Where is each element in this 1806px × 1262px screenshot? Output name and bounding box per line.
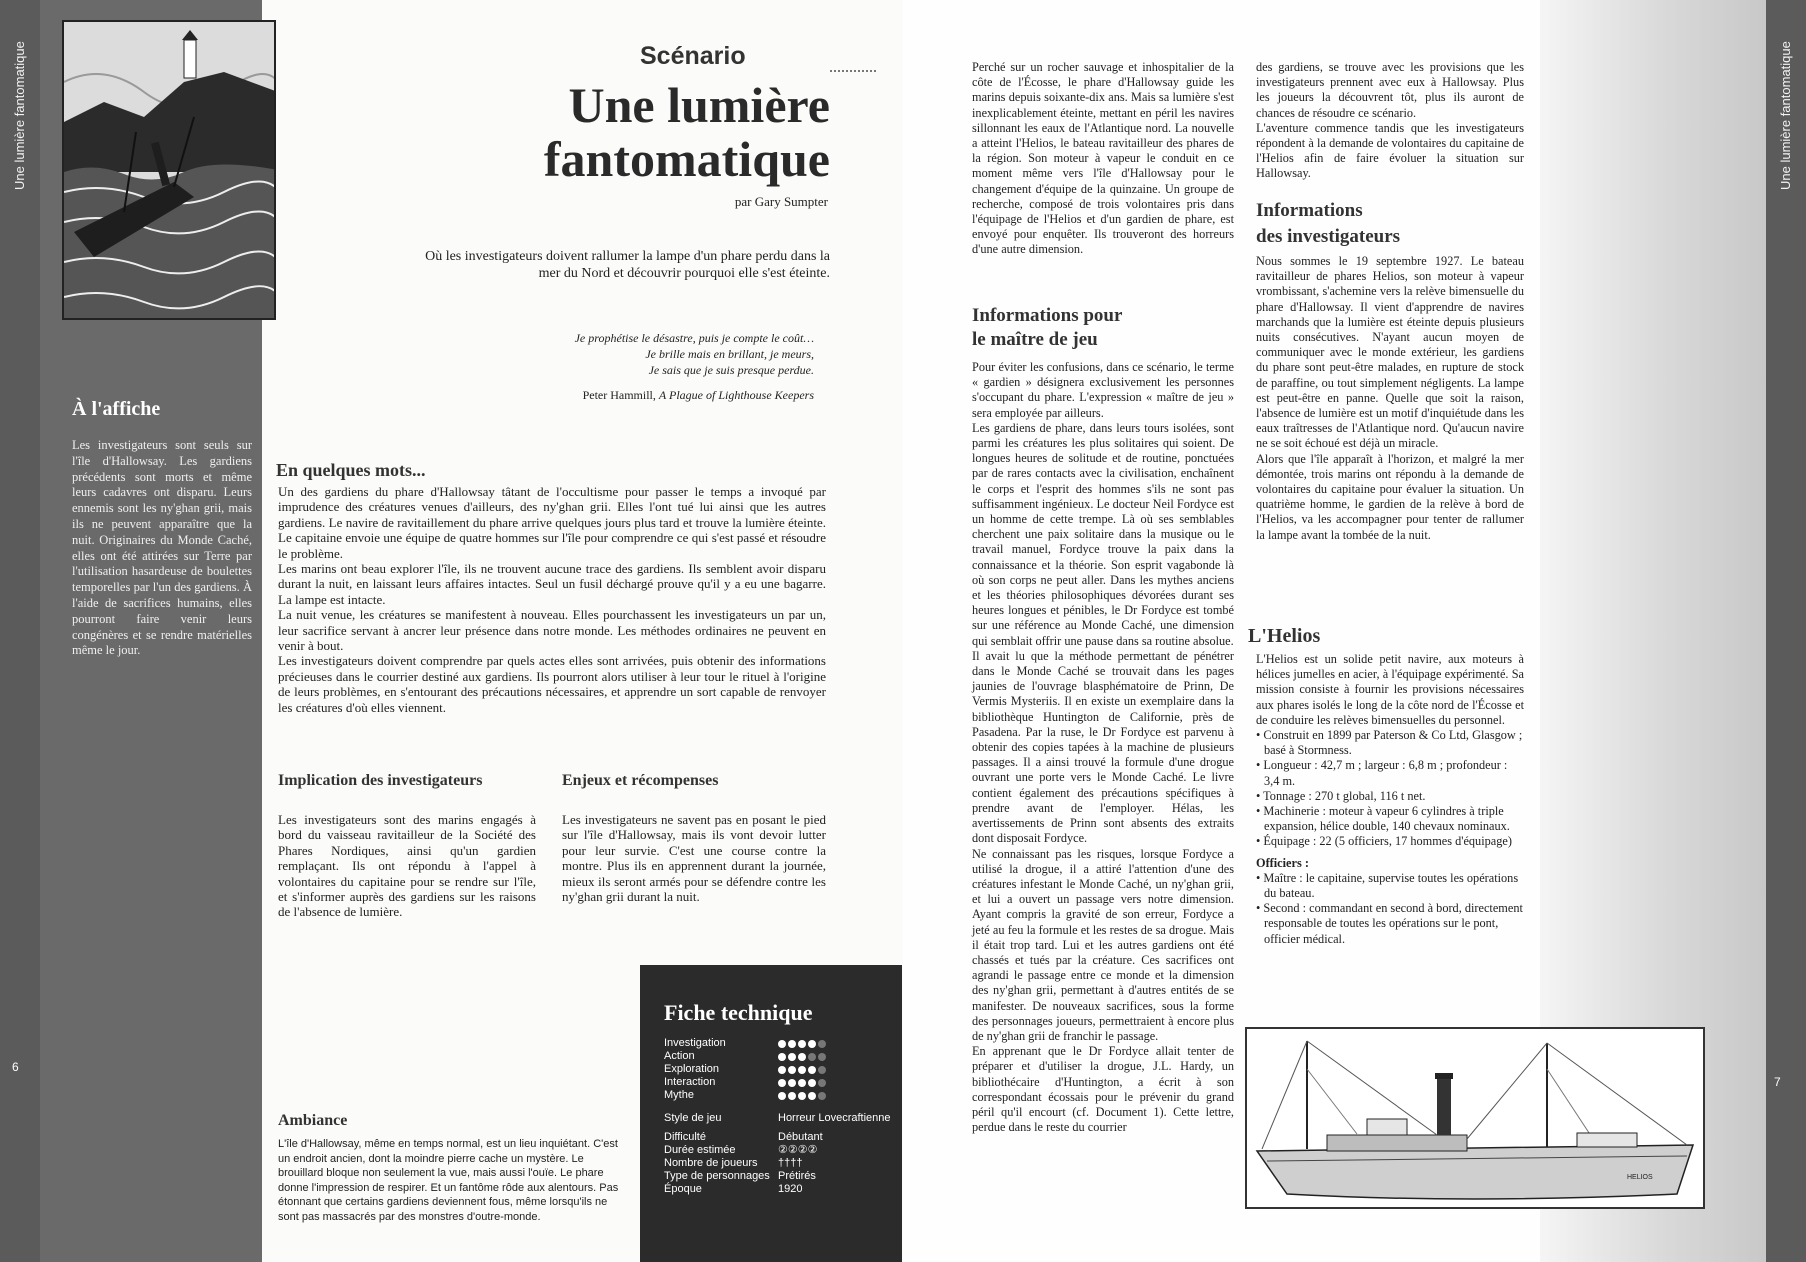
paragraph: La nuit venue, les créatures se manifestent à nouveau. Elles pourchassent les investigateurs un par un, leur sacrifice servant à ancrer leur présence dans notre monde. Les méthodes ordinaires ne peuvent en venir à bout. <box>278 607 826 654</box>
scenario-label <box>640 42 876 71</box>
section-title-implication: Implication des investigateurs <box>278 772 483 789</box>
right-column-1-body <box>972 360 1234 1135</box>
rating-dot-icon <box>798 1079 806 1087</box>
paragraph: Alors que l'île apparaît à l'horizon, et malgré la mer démontée, trois marins ont répondu à la demande de volontaires du capitaine pour évaluer la situation. Un quatrième homme, le gardien de la relève à bord de l'Helios, va les accompagner pour tenter de rallumer la lampe avant la tombée de la nuit. <box>1256 451 1524 542</box>
rating-dot-icon <box>788 1079 796 1087</box>
paragraph: L'Helios est un solide petit navire, aux moteurs à hélices jumelles en acier, à l'équipage expérimenté. Sa mission consiste à fournir les provisions nécessaires aux phares isolés le long de la côte nord de l'Écosse et de conduire les relèves bimensuelles du personnel. <box>1256 652 1524 727</box>
fiche-rating-row <box>664 1050 896 1063</box>
rating-dot-icon <box>808 1092 816 1100</box>
fiche-rating-row <box>664 1063 896 1076</box>
rating-dot-icon <box>798 1092 806 1100</box>
fiche-ratings <box>664 1037 896 1102</box>
fiche-row-players <box>664 1157 896 1170</box>
rating-dot-icon <box>778 1079 786 1087</box>
en-quelques-mots-text <box>278 484 826 715</box>
section-title-en-quelques-mots: En quelques mots... <box>276 460 426 480</box>
paragraph: Les marins ont beau explorer l'île, ils ne trouvent aucune trace des gardiens. Ils semblent avoir disparu durant la nuit, en laissant leurs affaires intactes. Seul un fusil déchargé prouve qu'il y a eu une bagarre. La lampe est intacte. <box>278 561 826 607</box>
fiche-value: †††† <box>778 1157 803 1169</box>
rating-dot-icon <box>788 1066 796 1074</box>
rating-dot-icon <box>788 1092 796 1100</box>
spec-item: • Équipage : 22 (5 officiers, 17 hommes d'équipage) <box>1256 834 1512 849</box>
officers-list <box>1256 871 1524 947</box>
section-title-enjeux: Enjeux et récompenses <box>562 772 719 789</box>
officer-item: • Maître : le capitaine, supervise toutes les opérations du bateau. <box>1256 870 1519 901</box>
rating-dot-icon <box>798 1040 806 1048</box>
fiche-rating-row <box>664 1089 896 1102</box>
right-column-2-top <box>1256 60 1524 182</box>
page-title <box>490 78 830 186</box>
fiche-rating-label: Exploration <box>664 1063 720 1075</box>
rating-dot-icon <box>808 1066 816 1074</box>
fiche-table <box>664 1037 896 1196</box>
epigraph-line-3: Je sais que je suis presque perdue. <box>648 363 814 377</box>
fiche-title: Fiche technique <box>664 1000 813 1025</box>
section-title-ambiance: Ambiance <box>278 1112 348 1129</box>
fiche-rating-label: Interaction <box>664 1076 716 1088</box>
fiche-rating-dots <box>778 1037 896 1050</box>
paragraph: des gardiens, se trouve avec les provisions que les investigateurs prennent avec eux à Hallowsay. Plus les joueurs la découvrent tôt, plus ils auront de chances de résoudre ce scénario. <box>1256 60 1524 120</box>
fiche-value: ②②②② <box>778 1144 818 1156</box>
right-side-strip <box>1766 0 1806 1262</box>
epigraph <box>500 330 814 378</box>
epigraph-line-1: Je prophétise le désastre, puis je compte le coût… <box>574 331 814 345</box>
rating-dot-icon <box>788 1040 796 1048</box>
title-line: Informations <box>1256 200 1363 221</box>
right-column-1-top: Perché sur un rocher sauvage et inhospitalier de la côte de l'Écosse, le phare d'Hallowsay guide les marins depuis soixante-dix ans. Mais sa lumière s'est inexplicablement éteinte, mettant en péril les navires sillonnant les eaux de l'Atlantique nord. La nouvelle a atteint l'Helios, le bateau ravitailleur des phares de la région. Son moteur à vapeur le conduit en ce moment même vers l'île d'Hallowsay pour le changement d'équipe de la quinzaine. Un groupe de recherche, composé de trois volontaires pris dans l'équipage de l'Helios et d'un gardien de phare, est envoyé pour enquêter. Ils trouveront des horreurs d'une autre dimension. <box>972 60 1234 257</box>
title-line-1: Une lumière <box>568 77 830 133</box>
title-line-2: fantomatique <box>543 131 830 187</box>
rating-dot-icon <box>808 1079 816 1087</box>
rating-dot-icon <box>788 1053 796 1061</box>
rating-dot-icon <box>798 1066 806 1074</box>
rating-dot-icon <box>778 1040 786 1048</box>
rating-dot-icon <box>818 1053 826 1061</box>
fiche-label: Durée estimée <box>664 1144 736 1156</box>
fiche-label: Nombre de joueurs <box>664 1157 758 1169</box>
fiche-label: Difficulté <box>664 1131 706 1143</box>
epigraph-source-title: A Plague of Lighthouse Keepers <box>658 388 814 402</box>
epigraph-source-author: Peter Hammill, <box>582 388 656 402</box>
epigraph-source <box>470 388 814 403</box>
paragraph: Un des gardiens du phare d'Hallowsay tâtant de l'occultisme pour passer le temps a invoqué par imprudence des créatures venues d'ailleurs, des ny'ghan grii. Elles l'ont tué lui ainsi que les autres gardiens. Le navire de ravitaillement du phare arrive quelques jours plus tard et trouve la lumière éteinte. Le capitaine envoie une équipe de quatre hommes sur l'île pour comprendre ce qui s'est passé et résoudre le problème. <box>278 484 826 561</box>
rating-dot-icon <box>818 1092 826 1100</box>
intro-text: Où les investigateurs doivent rallumer la lampe d'un phare perdu dans la mer du Nord et découvrir pourquoi elle s'est éteinte. <box>425 249 830 281</box>
fiche-row-duration <box>664 1144 896 1157</box>
paragraph: Il avait lu que la méthode permettant de pénétrer dans le Monde Caché se trouvait dans les pages jaunies de l'ouvrage blasphématoire de Prinn, De Vermis Mysteriis. Il en existe un exemplaire dans la bibliothèque Huntington de Californie, près de Pasadena. Par la ruse, le Dr Fordyce est parvenu à obtenir des copies tapées à la machine de plusieurs passages. Il a ainsi trouvé la formule d'une drogue ouvrant une porte vers le Monde Caché. Le livre contient également des précautions spécifiques à prendre avant de l'employer. Hélas, les avertissements de Prinn sont absents des extraits dont disposait Fordyce. <box>972 648 1234 846</box>
fiche-rating-dots <box>778 1050 896 1063</box>
rating-dot-icon <box>818 1079 826 1087</box>
fiche-row-difficulty <box>664 1131 896 1144</box>
fiche-row-style <box>664 1112 896 1125</box>
fiche-value: Horreur Lovecraftienne <box>778 1112 891 1124</box>
right-column-2-investigateurs <box>1256 254 1524 543</box>
fiche-value: Prétirés <box>778 1170 816 1182</box>
fiche-rating-label: Action <box>664 1050 695 1062</box>
spec-item: • Tonnage : 270 t global, 116 t net. <box>1256 788 1426 803</box>
scenario-dotted-rule <box>830 70 876 72</box>
implication-text: Les investigateurs sont des marins engagés à bord du vaisseau ravitailleur de la Société des Phares Nordiques, ainsi qu'un gardien remplaçant. Ils ont répondu à l'appel à volontaires du capitaine pour se rendre sur l'île, et s'informer auprès des gardiens sur les raisons de l'absence de lumière. <box>278 812 536 920</box>
right-column-2-helios <box>1256 652 1524 947</box>
officer-item: • Second : commandant en second à bord, directement responsable de toutes les opérations sur le pont, officier médical. <box>1256 901 1523 946</box>
spec-item: • Construit en 1899 par Paterson & Co Ltd, Glasgow ; basé à Stormness. <box>1256 728 1523 758</box>
rating-dot-icon <box>818 1066 826 1074</box>
fiche-label: Époque <box>664 1183 702 1195</box>
ship-name-label: HELIOS <box>1627 1174 1653 1181</box>
fiche-rating-label: Mythe <box>664 1089 694 1101</box>
paragraph: Pour éviter les confusions, dans ce scénario, le terme « gardien » désignera exclusivement les personnes s'occupant du phare. L'expression « maître de jeu » sera employée par ailleurs. <box>972 360 1234 420</box>
affiche-title: À l'affiche <box>72 398 161 420</box>
epigraph-line-2: Je brille mais en brillant, je meurs, <box>645 347 814 361</box>
fiche-value: Débutant <box>778 1131 823 1143</box>
enjeux-text: Les investigateurs ne savent pas en posant le pied sur l'île d'Hallowsay, mais ils vont devoir lutter pour leur survie. C'est une course contre la montre. Plus ils en apprennent durant la journée, mieux ils seront armés pour se défendre contre les ny'ghan grii durant la nuit. <box>562 812 826 905</box>
ambiance-text: L'île d'Hallowsay, même en temps normal, est un lieu inquiétant. C'est un endroit ancien, dont la moindre pierre cache un mystère. Le brouillard bloque non seulement la vue, mais aussi l'ouïe. Le phare donne l'impression de respirer. Et un fantôme rôde aux alentours. Pas étonnant que certains gardiens deviennent fous, même lorsqu'ils ne sont pas massacrés par des monstres d'outre-monde. <box>278 1138 619 1223</box>
rating-dot-icon <box>808 1040 816 1048</box>
rating-dot-icon <box>798 1053 806 1061</box>
title-line: Informations pour <box>972 305 1123 326</box>
title-line: des investigateurs <box>1256 226 1401 247</box>
paragraph: Les investigateurs doivent comprendre par quels actes elles sont arrivées, puis obtenir des informations précieuses dans le courrier destiné aux gardiens. Ils pourront alors utiliser à leur tour le rituel à l'origine de leurs problèmes, en s'entourant des précautions nécessaires, et apprendre un sort capable de renvoyer les créatures d'où elles viennent. <box>278 653 826 715</box>
fiche-rating-dots <box>778 1063 896 1076</box>
fiche-label: Style de jeu <box>664 1112 722 1124</box>
page-number-left: 6 <box>12 1060 19 1074</box>
page-number-right: 7 <box>1774 1075 1781 1089</box>
fiche-row-epoch <box>664 1183 896 1196</box>
fiche-rating-dots <box>778 1089 896 1102</box>
running-header-right: Une lumière fantomatique <box>1778 41 1793 190</box>
fiche-value: 1920 <box>778 1183 803 1195</box>
rating-dot-icon <box>818 1040 826 1048</box>
paragraph: L'aventure commence tandis que les investigateurs répondent à la demande de volontaires du capitaine de l'Helios afin de faire évoluer la situation sur Hallowsay. <box>1256 120 1524 181</box>
officers-title: Officiers : <box>1256 855 1309 870</box>
rating-dot-icon <box>778 1053 786 1061</box>
fiche-technique-box <box>640 965 902 1262</box>
running-header-left: Une lumière fantomatique <box>12 41 27 190</box>
helios-specs-list <box>1256 728 1524 850</box>
section-title-info-investigateurs <box>1256 198 1400 250</box>
paragraph: Nous sommes le 19 septembre 1927. Le bateau ravitailleur de phares Helios, son moteur à vapeur vrombissant, s'achemine vers la relève bimensuelle du phare d'Hallowsay. Il vient d'apprendre de navires marchands que la lumière est éteinte depuis plusieurs nuits consécutives. N'ayant aucun moyen de communiquer avec le monde extérieur, les gardiens du phare sont peut-être malades, en rupture de stock de paraffine, ou tout simplement négligents. La lampe est peut-être en panne. Quelle que soit la raison, l'absence de lumière est un motif d'inquiétude dans les eaux traîtresses de l'Atlantique nord. Qu'aucun navire ne se soit échoué est déjà un miracle. <box>1256 254 1524 451</box>
ship-illustration <box>1245 1027 1705 1209</box>
scenario-label-text: Scénario <box>640 42 746 70</box>
section-title-info-mj <box>972 304 1122 352</box>
affiche-text: Les investigateurs sont seuls sur l'île d'Hallowsay. Les gardiens précédents sont morts et même leurs cadavres ont disparu. Leurs ennemis sont les ny'ghan grii, mais ils ne peuvent apparaître que la nuit. Originaires du Monde Caché, elles ont été attirées sur Terre par l'utilisation hasardeuse de boulettes temporelles par l'un des gardiens. À l'aide de sacrifices humains, elles pourront faire venir leurs congénères et se rendre matérielles même le jour. <box>72 438 252 658</box>
paragraph: Les gardiens de phare, dans leurs tours isolées, sont parmi les créatures les plus solitaires qui soient. De longues heures de solitude et de routine, ponctuées par de rares contacts avec la civilisation, enchaînent le corps et l'esprit des hommes s'ils ne sont pas suffisamment ingénieux. Le docteur Neil Fordyce est un homme de cette trempe. Là où ses semblables cherchent une paix solitaire dans la musique ou le travail manuel, Fordyce trouve la paix dans la connaissance et la théorie. Son esprit vagabonde là où son corps ne peut aller. Dans les mythes anciens et les théories philosophiques dévorées durant ses heures longues et pénibles, le Dr Fordyce est tombé sur une référence au Monde Caché, une dimension qui semblait offrir une pause dans sa routine absolue. <box>972 420 1234 648</box>
fiche-rating-dots <box>778 1076 896 1089</box>
paragraph: Ne connaissant pas les risques, lorsque Fordyce a utilisé la drogue, il a attiré l'attention d'une des créatures infestant le Monde Caché, un ny'ghan grii, et lui a ouvert un passage vers notre dimension. Ayant compris la gravité de son erreur, Fordyce a jeté au feu la formule et les restes de sa drogue. Mais il était trop tard. Lui et les autres gardiens ont été chassés et tués par la créature. Ces sacrifices ont agrandi le passage entre ce monde et la dimension des ny'ghan grii, permettant à d'autres entités de se manifester. De nouveaux sacrifices, sous la forme des personnages joueurs, permettraient à encore plus de ny'ghan grii de franchir le passage. <box>972 846 1234 1043</box>
title-line: le maître de jeu <box>972 329 1098 350</box>
paragraph: En apprenant que le Dr Fordyce allait tenter de préparer et d'utiliser la drogue, J.L. Hardy, un bibliothécaire d'Huntington, a écrit à son correspondant écossais pour le prévenir du grand péril qu'il encourt (cf. Document 1). Cette lettre, perdue dans le reste du courrier <box>972 1044 1234 1135</box>
spec-item: • Longueur : 42,7 m ; largeur : 6,8 m ; profondeur : 3,4 m. <box>1256 758 1508 788</box>
rating-dot-icon <box>808 1053 816 1061</box>
rating-dot-icon <box>778 1092 786 1100</box>
fiche-rating-row <box>664 1076 896 1089</box>
fiche-row-characters <box>664 1170 896 1183</box>
section-title-helios: L'Helios <box>1248 625 1321 647</box>
author-byline: par Gary Sumpter <box>734 194 828 209</box>
lighthouse-illustration <box>62 20 276 320</box>
fiche-label: Type de personnages <box>664 1170 770 1182</box>
left-side-strip <box>0 0 40 1262</box>
fiche-rating-row <box>664 1037 896 1050</box>
fiche-rating-label: Investigation <box>664 1037 726 1049</box>
spec-item: • Machinerie : moteur à vapeur 6 cylindres à triple expansion, hélice double, 140 chevaux nominaux. <box>1256 804 1510 834</box>
rating-dot-icon <box>778 1066 786 1074</box>
